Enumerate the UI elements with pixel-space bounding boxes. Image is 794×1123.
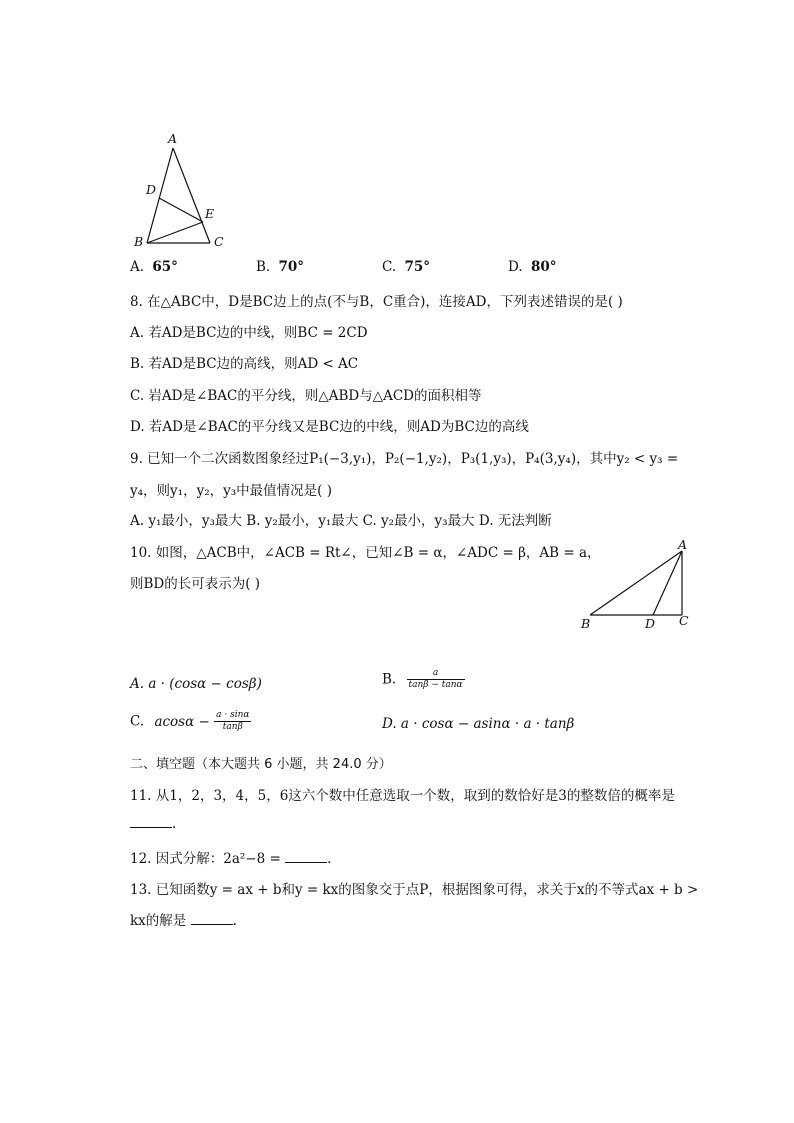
q12-line — [130, 847, 331, 867]
q10-option-c-fraction — [214, 710, 251, 733]
q13-stem-line2: kx的解是 — [130, 913, 187, 929]
q10-option-d[interactable]: D. a · cosα − asinα · a · tanβ — [382, 716, 575, 732]
q13-line2 — [130, 909, 237, 929]
q7-option-b[interactable] — [256, 259, 304, 275]
q8-option-d[interactable]: D. 若AD是∠BAC的平分线又是BC边的中线，则AD为BC边的高线 — [130, 419, 529, 435]
q13-answer-blank[interactable] — [191, 912, 233, 925]
q7-option-c-letter: C. — [382, 259, 397, 275]
q10-option-b-numerator: a — [407, 668, 465, 680]
q12-stem: 12. 因式分解：2a²−8 = — [130, 851, 281, 867]
triangle-figure-abc — [128, 128, 233, 253]
q7-option-d-value: 80° — [530, 259, 557, 275]
fig2-vertex-label-a: A — [678, 537, 688, 552]
q10-option-b[interactable] — [382, 668, 465, 691]
vertex-label-d: D — [146, 182, 157, 197]
q12-period: . — [327, 851, 332, 867]
q7-option-c[interactable] — [382, 259, 430, 275]
fig2-vertex-label-b: B — [581, 616, 591, 631]
q10-option-c[interactable] — [130, 710, 251, 733]
q10-option-c-numerator: a · sinα — [216, 710, 250, 720]
q10-option-b-fraction — [407, 668, 465, 691]
fig2-vertex-label-c: C — [679, 613, 689, 628]
q7-option-a-value: 65° — [152, 259, 178, 275]
q10-option-a[interactable]: A. a · (cosα − cosβ) — [130, 676, 262, 692]
q7-option-a-letter: A. — [130, 259, 145, 275]
q10-stem-line2: 则BD的长可表示为( ) — [130, 576, 261, 592]
q7-option-b-letter: B. — [256, 259, 271, 275]
q10-stem-line1: 10. 如图，△ACB中，∠ACB = Rt∠，已知∠B = α，∠ADC = β，AB = a， — [130, 545, 601, 561]
q9-stem-line1: 9. 已知一个二次函数图象经过P₁(−3,y₁)，P₂(−1,y₂)，P₃(1,y₃)，P₄(3,y₄)，其中y₂ < y₃ = — [130, 451, 679, 467]
q9-stem-line2: y₄，则y₁，y₂，y₃中最值情况是( ) — [130, 483, 332, 499]
vertex-label-c: C — [214, 234, 224, 249]
vertex-label-b: B — [134, 234, 144, 249]
q7-option-d[interactable] — [508, 259, 556, 275]
q10-option-c-prefix: acosα − — [154, 713, 210, 730]
fig2-vertex-label-d: D — [645, 616, 656, 631]
q10-option-b-denominator: tanβ − tanα — [408, 680, 463, 690]
q7-option-a[interactable] — [130, 259, 178, 275]
q12-answer-blank[interactable] — [285, 850, 327, 863]
q10-option-c-denominator: tanβ — [222, 722, 243, 732]
q8-stem: 8. 在△ABC中，D是BC边上的点(不与B，C重合)，连接AD，下列表述错误的是( ) — [130, 294, 623, 310]
q10-option-b-letter: B. — [382, 671, 397, 688]
vertex-label-a: A — [168, 131, 178, 146]
q13-period: . — [232, 913, 237, 929]
vertex-label-e: E — [205, 206, 215, 221]
q7-option-b-value: 70° — [278, 259, 305, 275]
q8-option-c[interactable]: C. 岩AD是∠BAC的平分线，则△ABD与△ACD的面积相等 — [130, 388, 482, 404]
q7-option-d-letter: D. — [508, 259, 523, 275]
right-triangle-figure-acb — [576, 536, 696, 632]
q13-stem-line1: 13. 已知函数y = ax + b和y = kx的图象交于点P，根据图象可得，求关于x的不等式ax + b > — [130, 882, 699, 898]
q10-option-c-letter: C. — [130, 713, 145, 730]
q7-option-c-value: 75° — [404, 259, 430, 275]
q11-answer-line — [130, 815, 176, 832]
q11-stem-line1: 11. 从1，2，3，4，5，6这六个数中任意选取一个数，取到的数恰好是3的整数倍的概率是 — [130, 788, 675, 804]
q8-option-a[interactable]: A. 若AD是BC边的中线，则BC = 2CD — [130, 325, 368, 341]
section-heading-fill-in: 二、填空题（本大题共 6 小题，共 24.0 分） — [130, 757, 392, 772]
q11-period: . — [172, 816, 177, 832]
q8-option-b[interactable]: B. 若AD是BC边的高线，则AD < AC — [130, 356, 359, 372]
q11-answer-blank[interactable] — [130, 815, 172, 828]
q9-options[interactable]: A. y₁最小，y₃最大 B. y₂最小，y₁最大 C. y₂最小，y₃最大 D. 无法判断 — [130, 513, 552, 529]
